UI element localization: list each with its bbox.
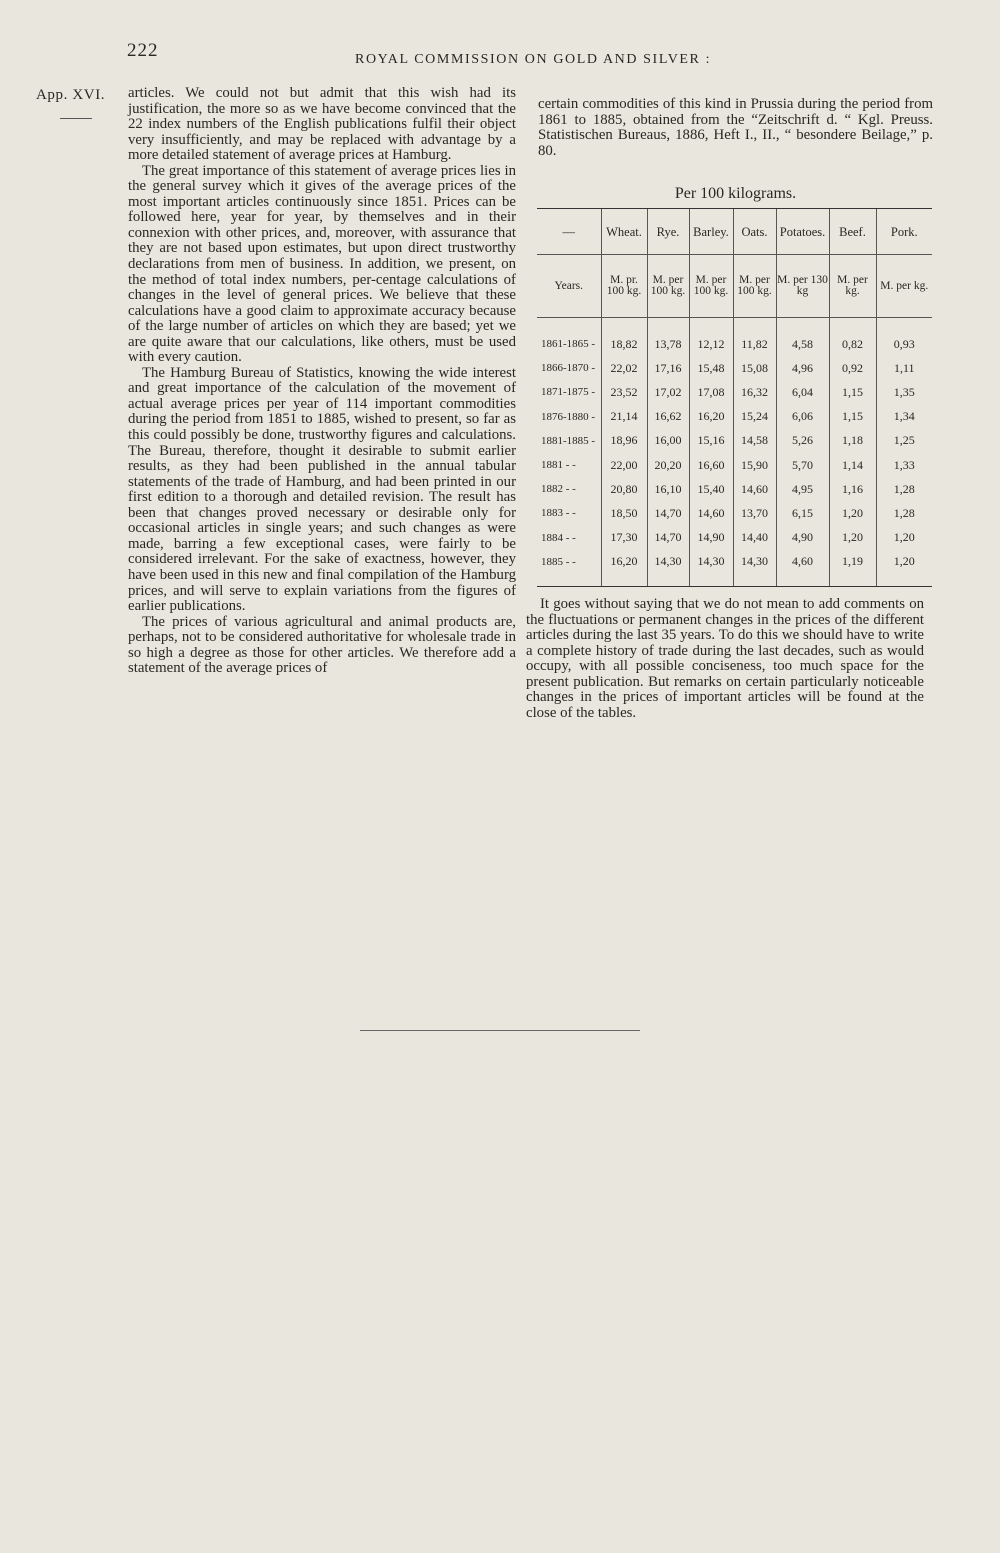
column-header: Beef. bbox=[829, 209, 876, 255]
paragraph: articles. We could not but admit that this wish had its justification, the more so as we have become convinced that the 22 index numbers of the English publications fulfil their object very insufficiently, and may be replaced with advantage by a more detailed statement of average prices at Hamburg. bbox=[128, 85, 516, 164]
price-cell: 14,30 bbox=[733, 550, 776, 587]
price-cell: 4,60 bbox=[776, 550, 829, 587]
price-cell: 16,20 bbox=[601, 550, 647, 587]
table-row bbox=[537, 453, 932, 477]
price-cell: 1,18 bbox=[829, 429, 876, 453]
right-column-closing bbox=[526, 597, 924, 721]
table-row bbox=[537, 405, 932, 429]
price-cell: 14,40 bbox=[733, 526, 776, 550]
price-cell: 4,95 bbox=[776, 477, 829, 501]
price-cell: 13,78 bbox=[647, 318, 689, 357]
price-cell: 1,15 bbox=[829, 380, 876, 404]
price-cell: 14,58 bbox=[733, 429, 776, 453]
period-cell: 1881-1885 - bbox=[541, 434, 596, 447]
price-cell: 14,30 bbox=[689, 550, 733, 587]
price-cell: 15,40 bbox=[689, 477, 733, 501]
price-cell: 5,70 bbox=[776, 453, 829, 477]
price-cell: 1,35 bbox=[876, 380, 932, 404]
price-cell: 1,15 bbox=[829, 405, 876, 429]
price-cell: 1,20 bbox=[829, 501, 876, 525]
period-cell: 1866-1870 - bbox=[541, 362, 596, 375]
price-cell: 18,96 bbox=[601, 429, 647, 453]
column-header: Wheat. bbox=[601, 209, 647, 255]
column-header: Barley. bbox=[689, 209, 733, 255]
price-cell: 21,14 bbox=[601, 405, 647, 429]
period-cell: 1861-1865 - bbox=[541, 338, 596, 351]
table-row bbox=[537, 356, 932, 380]
price-cell: 14,30 bbox=[647, 550, 689, 587]
price-cell: 1,16 bbox=[829, 477, 876, 501]
unit-header: M. per kg. bbox=[876, 255, 932, 318]
unit-header: M. per 100 kg. bbox=[733, 255, 776, 318]
price-cell: 4,96 bbox=[776, 356, 829, 380]
table-row bbox=[537, 501, 932, 525]
price-cell: 13,70 bbox=[733, 501, 776, 525]
table-units-row bbox=[537, 255, 932, 318]
price-cell: 15,08 bbox=[733, 356, 776, 380]
price-cell: 1,28 bbox=[876, 477, 932, 501]
price-cell: 6,04 bbox=[776, 380, 829, 404]
price-cell: 1,20 bbox=[876, 526, 932, 550]
price-cell: 14,60 bbox=[733, 477, 776, 501]
price-cell: 15,24 bbox=[733, 405, 776, 429]
price-cell: 17,16 bbox=[647, 356, 689, 380]
table-row bbox=[537, 526, 932, 550]
price-cell: 6,15 bbox=[776, 501, 829, 525]
period-cell: 1876-1880 - bbox=[541, 410, 596, 423]
paragraph: certain commodities of this kind in Prussia during the period from 1861 to 1885, obtained from the “Zeitschrift d. “ Kgl. Preuss. Statistischen Bureaus, 1886, Heft I., II., “ besondere Beilage,” p. 80. bbox=[538, 96, 933, 159]
price-cell: 22,00 bbox=[601, 453, 647, 477]
period-cell: 1883 - - bbox=[541, 507, 576, 520]
price-cell: 18,50 bbox=[601, 501, 647, 525]
unit-header: Years. bbox=[537, 255, 601, 318]
column-header: — bbox=[537, 209, 601, 255]
table-body bbox=[537, 318, 932, 587]
period-cell: 1881 - - bbox=[541, 459, 576, 472]
price-cell: 16,00 bbox=[647, 429, 689, 453]
price-cell: 22,02 bbox=[601, 356, 647, 380]
table-header-row bbox=[537, 209, 932, 255]
unit-header: M. per kg. bbox=[829, 255, 876, 318]
price-cell: 23,52 bbox=[601, 380, 647, 404]
price-cell: 1,34 bbox=[876, 405, 932, 429]
price-cell: 17,30 bbox=[601, 526, 647, 550]
price-cell: 16,60 bbox=[689, 453, 733, 477]
price-cell: 6,06 bbox=[776, 405, 829, 429]
unit-header: M. per 100 kg. bbox=[689, 255, 733, 318]
price-cell: 0,93 bbox=[876, 318, 932, 357]
appendix-label: App. XVI. bbox=[36, 87, 106, 103]
price-cell: 16,10 bbox=[647, 477, 689, 501]
paragraph: The Hamburg Bureau of Statistics, knowing the wide interest and great importance of the calculation of the movement of actual average prices per year of 114 important commodities during the period from 1851 to 1885, wished to present, so far as this could possibly be done, trustworthy figures and calculations. The Bureau, therefore, thought it desirable to submit earlier results, as they had been published in the annual tabular statements of the trade of Hamburg, and had been printed in our first edition to a thorough and detailed revision. The result has been that changes proved necessary or desirable only for occasional articles in single years; and such changes as were made, barring a few exceptional cases, were fairly to be considered irrelevant. For the sake of exactness, however, they have been used in this new and final compilation of the Hamburg prices, and will serve to explain variations from the figures of earlier publications. bbox=[128, 364, 516, 615]
price-cell: 14,90 bbox=[689, 526, 733, 550]
period-cell: 1882 - - bbox=[541, 483, 576, 496]
price-cell: 15,16 bbox=[689, 429, 733, 453]
price-cell: 1,11 bbox=[876, 356, 932, 380]
paragraph: The great importance of this statement of average prices lies in the general survey which it gives of the average prices of the most important articles continuously since 1851. Prices can be followed here, year for year, by themselves and in their connexion with other prices, and, moreover, with assurance that they are not based upon estimates, but upon direct trustworthy declarations from men of business. In addition, we present, on the method of total index numbers, per-centage calculations of changes in the level of general prices. We believe that these calculations have a good claim to approximate accuracy because of the large number of articles on which they are based; yet we are quite aware that our calculations, like others, must be used with every caution. bbox=[128, 162, 516, 366]
price-cell: 1,19 bbox=[829, 550, 876, 587]
unit-header: M. pr. 100 kg. bbox=[601, 255, 647, 318]
price-cell: 1,33 bbox=[876, 453, 932, 477]
table-row bbox=[537, 318, 932, 357]
table-row bbox=[537, 477, 932, 501]
price-cell: 17,02 bbox=[647, 380, 689, 404]
price-table bbox=[537, 208, 932, 587]
price-cell: 1,14 bbox=[829, 453, 876, 477]
running-title: ROYAL COMMISSION ON GOLD AND SILVER : bbox=[355, 52, 712, 67]
period-cell: 1884 - - bbox=[541, 531, 576, 544]
paragraph: It goes without saying that we do not mean to add comments on the fluctuations or permanent changes in the prices of the different articles during the last 35 years. To do this we should have to write a complete history of trade during the last decades, such as would occupy, with all possible conciseness, too much space for the present publication. But remarks on certain particularly noticeable changes in the prices of important articles will be found at the close of the tables. bbox=[526, 596, 924, 721]
price-cell: 0,82 bbox=[829, 318, 876, 357]
column-header: Pork. bbox=[876, 209, 932, 255]
column-header: Oats. bbox=[733, 209, 776, 255]
table-caption: Per 100 kilograms. bbox=[674, 185, 797, 202]
unit-header: M. per 130 kg bbox=[776, 255, 829, 318]
price-cell: 1,20 bbox=[876, 550, 932, 587]
period-cell: 1885 - - bbox=[537, 550, 601, 587]
price-cell: 5,26 bbox=[776, 429, 829, 453]
price-cell: 1,25 bbox=[876, 429, 932, 453]
table-row bbox=[537, 380, 932, 404]
page-number: 222 bbox=[127, 40, 159, 61]
price-cell: 1,20 bbox=[829, 526, 876, 550]
price-cell: 12,12 bbox=[689, 318, 733, 357]
price-cell: 14,70 bbox=[647, 526, 689, 550]
divider-rule bbox=[360, 1030, 640, 1031]
price-cell: 17,08 bbox=[689, 380, 733, 404]
price-cell: 0,92 bbox=[829, 356, 876, 380]
paragraph: The prices of various agricultural and animal products are, perhaps, not to be considered authoritative for wholesale trade in so high a degree as those for other articles. We therefore add a statement of the average prices of bbox=[128, 613, 516, 677]
column-header: Rye. bbox=[647, 209, 689, 255]
table-row bbox=[537, 429, 932, 453]
left-column bbox=[128, 86, 516, 677]
price-cell: 4,58 bbox=[776, 318, 829, 357]
price-cell: 15,48 bbox=[689, 356, 733, 380]
price-cell: 18,82 bbox=[601, 318, 647, 357]
period-cell: 1871-1875 - bbox=[541, 386, 596, 399]
table-row bbox=[537, 550, 932, 587]
price-cell: 4,90 bbox=[776, 526, 829, 550]
price-cell: 14,70 bbox=[647, 501, 689, 525]
price-cell: 15,90 bbox=[733, 453, 776, 477]
price-cell: 1,28 bbox=[876, 501, 932, 525]
unit-header: M. per 100 kg. bbox=[647, 255, 689, 318]
price-cell: 16,32 bbox=[733, 380, 776, 404]
price-cell: 16,62 bbox=[647, 405, 689, 429]
right-column-intro bbox=[538, 97, 933, 159]
appendix-rule bbox=[60, 118, 92, 119]
price-cell: 20,20 bbox=[647, 453, 689, 477]
column-header: Potatoes. bbox=[776, 209, 829, 255]
price-cell: 14,60 bbox=[689, 501, 733, 525]
price-cell: 16,20 bbox=[689, 405, 733, 429]
price-cell: 11,82 bbox=[733, 318, 776, 357]
price-cell: 20,80 bbox=[601, 477, 647, 501]
